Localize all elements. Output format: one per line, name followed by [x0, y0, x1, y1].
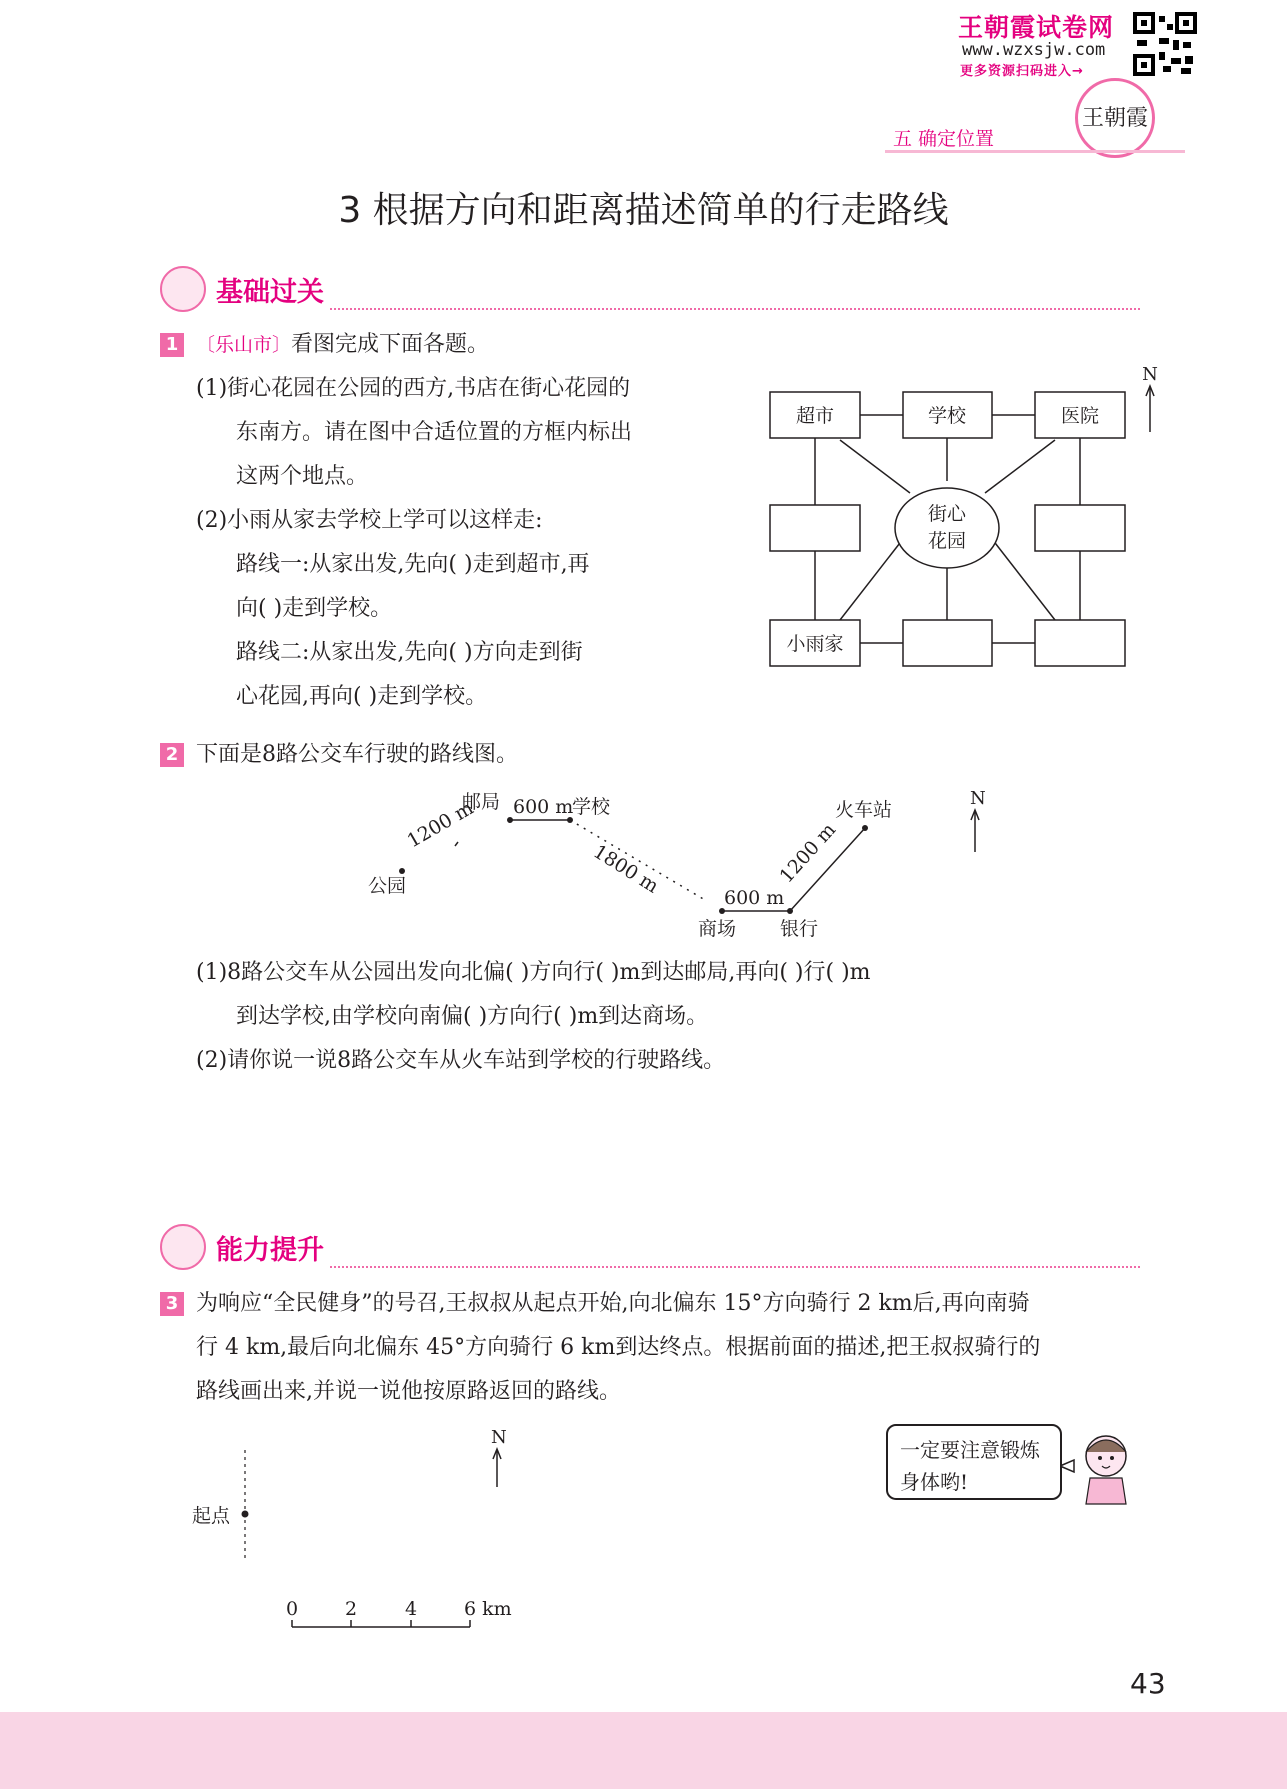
section-advanced-heading: 能力提升 [216, 1235, 324, 1266]
north-label: N [1142, 364, 1158, 385]
scale-6km: 6 km [464, 1598, 512, 1620]
girl-avatar-icon [160, 266, 206, 312]
scale-0: 0 [286, 1598, 299, 1620]
question-1-text: 看图完成下面各题。 [291, 332, 490, 357]
bottom-band [0, 1712, 1287, 1789]
speech-bubble [886, 1424, 1062, 1500]
dist-mall-bank: 600 m [724, 887, 785, 909]
qr-code-icon [1133, 12, 1197, 76]
scale-bar [292, 1620, 470, 1627]
dist-post-school: 600 m [513, 796, 574, 818]
q3-drawing-area [180, 1415, 580, 1640]
scale-4: 4 [405, 1598, 418, 1620]
label-garden-2: 花园 [927, 530, 967, 552]
dist-park-post: 1200 m [403, 797, 478, 853]
label-bank: 银行 [780, 918, 819, 940]
bubble-line1: 一定要注意锻炼 [900, 1438, 1040, 1462]
q1-part1-line1: (1)街心花园在公园的西方,书店在街心花园的 [196, 376, 631, 401]
q2-part2: (2)请你说一说8路公交车从火车站到学校的行驶路线。 [196, 1048, 726, 1073]
label-station: 火车站 [835, 799, 893, 821]
question-2-prompt: 下面是8路公交车行驶的路线图。 [196, 742, 518, 767]
label-school: 学校 [572, 796, 611, 818]
box-east-blank [1035, 505, 1125, 551]
point-park [399, 868, 405, 874]
dist-bank-station: 1200 m [775, 818, 841, 888]
box-south-blank [903, 620, 992, 666]
q1-part2-line5: 心花园,再向( )走到学校。 [236, 684, 488, 709]
bubble-line2: 身体哟! [900, 1470, 969, 1494]
label-garden-1: 街心 [927, 503, 967, 525]
dist-school-mall: 1800 m [589, 840, 663, 898]
map-line [840, 440, 910, 493]
label-school: 学校 [927, 405, 967, 427]
garden-ellipse [895, 488, 999, 568]
north-arrow-icon [1146, 386, 1154, 432]
brand-name: 王朝霞试卷网 [958, 13, 1115, 42]
q3-line1: 为响应“全民健身”的号召,王叔叔从起点开始,向北偏东 15°方向骑行 2 km后,再向南骑 [196, 1291, 1030, 1316]
cartoon-girl-icon [1060, 1426, 1140, 1506]
label-post: 邮局 [462, 791, 501, 813]
brand-logo [1075, 78, 1155, 158]
north-label: N [491, 1427, 507, 1448]
north-arrow-icon [493, 1449, 501, 1487]
q1-part2-line4: 路线二:从家出发,先向( )方向走到街 [236, 640, 583, 665]
logo-text: 王朝霞 [1081, 106, 1148, 131]
question-1-badge: 1 [160, 333, 184, 357]
section-divider [330, 1266, 1140, 1268]
q2-part1-line2: 到达学校,由学校向南偏( )方向行( )m到达商场。 [236, 1004, 709, 1029]
q2-bus-route-map [350, 780, 1010, 955]
q1-grid-map [760, 360, 1180, 680]
q3-line2: 行 4 km,最后向北偏东 45°方向骑行 6 km到达终点。根据前面的描述,把王叔叔骑行的 [196, 1335, 1041, 1360]
north-arrow-icon [971, 810, 979, 852]
question-1-tag: 〔乐山市〕 [196, 334, 292, 356]
brand-url: www.wzxsjw.com [962, 40, 1106, 60]
section-divider [330, 308, 1140, 310]
section-basic-heading: 基础过关 [216, 277, 324, 308]
question-2-badge: 2 [160, 743, 184, 767]
label-park: 公园 [368, 875, 407, 897]
page-title: 3 根据方向和距离描述简单的行走路线 [338, 190, 949, 231]
label-start: 起点 [192, 1505, 231, 1527]
brand-scan-hint: 更多资源扫码进入→ [960, 64, 1084, 79]
q1-part1-line2: 东南方。请在图中合适位置的方框内标出 [236, 420, 633, 445]
start-point [242, 1511, 249, 1518]
q1-part2-line2: 路线一:从家出发,先向( )走到超市,再 [236, 552, 590, 577]
q3-line3: 路线画出来,并说一说他按原路返回的路线。 [196, 1379, 621, 1404]
route-park-post-tick [455, 842, 458, 846]
boy-avatar-icon [160, 1224, 206, 1270]
q1-part2-line1: (2)小雨从家去学校上学可以这样走: [196, 508, 543, 533]
label-mall: 商场 [698, 918, 737, 940]
map-line [985, 440, 1055, 493]
chapter-underline [885, 150, 1185, 153]
box-west-blank [770, 505, 860, 551]
chapter-label: 五 确定位置 [893, 128, 995, 150]
q2-part1-line1: (1)8路公交车从公园出发向北偏( )方向行( )m到达邮局,再向( )行( )m [196, 960, 871, 985]
label-hospital: 医院 [1060, 405, 1100, 427]
point-station [862, 825, 868, 831]
page-number: 43 [1130, 1667, 1166, 1700]
question-3-badge: 3 [160, 1292, 184, 1316]
scale-2: 2 [345, 1598, 358, 1620]
q1-part2-line3: 向( )走到学校。 [236, 596, 393, 621]
box-southeast-blank [1035, 620, 1125, 666]
point-bank [787, 908, 793, 914]
question-1-prompt [196, 323, 489, 367]
label-home: 小雨家 [786, 633, 844, 655]
label-supermarket: 超市 [795, 405, 835, 427]
q1-part1-line3: 这两个地点。 [236, 464, 369, 489]
north-label: N [970, 788, 986, 809]
